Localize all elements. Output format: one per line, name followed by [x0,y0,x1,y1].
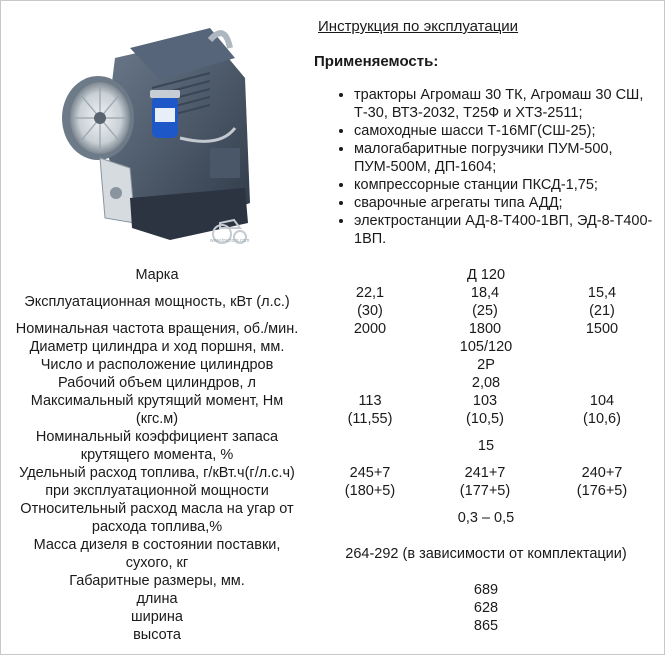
power-hp-3: (21) [589,303,615,319]
mass-value: 264-292 (в зависимости от комплектации) [345,546,627,562]
power-label: Эксплуатационная мощность, кВт (л.с.) [24,294,290,310]
rpm-value-3: 1500 [585,321,619,337]
rpm-value-1: 2000 [353,321,387,337]
torque-value-2: 103 [472,393,498,409]
volume-label: Рабочий объем цилиндров, л [58,375,256,391]
bore-value: 105/120 [459,339,513,355]
power-value-1: 22,1 [355,285,385,301]
width-label: ширина [131,609,183,625]
mass-label-2: сухого, кг [125,555,189,571]
fuel-hp-2: (177+5) [459,483,511,499]
applicability-title: Применяемость: [314,53,439,70]
fuel-value-1: 245+7 [349,465,391,481]
list-item: • электростанции АД-8-Т400-1ВП, ЭД-8-Т400-1ВП. [354,212,665,248]
list-item: • компрессорные станции ПКСД-1,75; [354,176,665,194]
torque-label: Максимальный крутящий момент, Нм [30,393,284,409]
length-label: длина [136,591,178,607]
oil-value: 0,3 – 0,5 [457,510,515,526]
power-hp-1: (30) [357,303,383,319]
fuel-label-2: при эксплуатационной мощности [45,483,269,499]
reserve-value: 15 [477,438,495,454]
brand-value: Д 120 [466,267,506,283]
volume-value: 2,08 [471,375,501,391]
reserve-label: Номинальный коэффициент запаса [35,429,279,445]
bore-label: Диаметр цилиндра и ход поршня, мм. [29,339,285,355]
reserve-label-2: крутящего момента, % [80,447,234,463]
oil-label: Относительный расход масла на угар от [20,501,294,517]
fuel-hp-3: (176+5) [576,483,628,499]
power-value-2: 18,4 [470,285,500,301]
fuel-label: Удельный расход топлива, г/кВт.ч(г/л.с.ч) [19,465,295,481]
list-item: • малогабаритные погрузчики ПУМ-500, ПУМ-500М, ДП-1604; [354,140,665,176]
power-value-3: 15,4 [587,285,617,301]
oil-label-2: расхода топлива,% [91,519,223,535]
rpm-value-2: 1800 [468,321,502,337]
torque-unit-label: (кгс.м) [135,411,179,427]
cylinders-label: Число и расположение цилиндров [40,357,274,373]
fuel-value-3: 240+7 [581,465,623,481]
height-label: высота [133,627,181,643]
torque-value-3: 104 [589,393,615,409]
mass-label: Масса дизеля в состоянии поставки, [33,537,281,553]
dims-label: Габаритные размеры, мм. [69,573,245,589]
fuel-value-2: 241+7 [464,465,506,481]
list-item: • самоходные шасси Т-16МГ(СШ-25); [354,122,665,140]
fuel-hp-1: (180+5) [344,483,396,499]
torque-kgs-1: (11,55) [347,411,393,427]
watermark-text: www.tractors.com [210,238,250,244]
list-item: • сварочные агрегаты типа АДД; [354,194,665,212]
torque-kgs-3: (10,6) [583,411,621,427]
brand-label: Марка [135,267,179,283]
cylinders-value: 2Р [477,357,495,373]
length-value: 689 [473,582,499,598]
height-value: 865 [473,618,499,634]
torque-kgs-2: (10,5) [466,411,504,427]
list-item: • тракторы Агромаш 30 ТК, Агромаш 30 СШ, Т-30, ВТЗ-2032, Т25Ф и ХТЗ-2511; [354,86,665,122]
applicability-list [336,86,665,248]
rpm-label: Номинальная частота вращения, об./мин. [15,321,299,337]
manual-link[interactable]: Инструкция по эксплуатации [318,18,519,35]
width-value: 628 [473,600,499,616]
power-hp-2: (25) [472,303,498,319]
torque-value-1: 113 [358,393,382,409]
